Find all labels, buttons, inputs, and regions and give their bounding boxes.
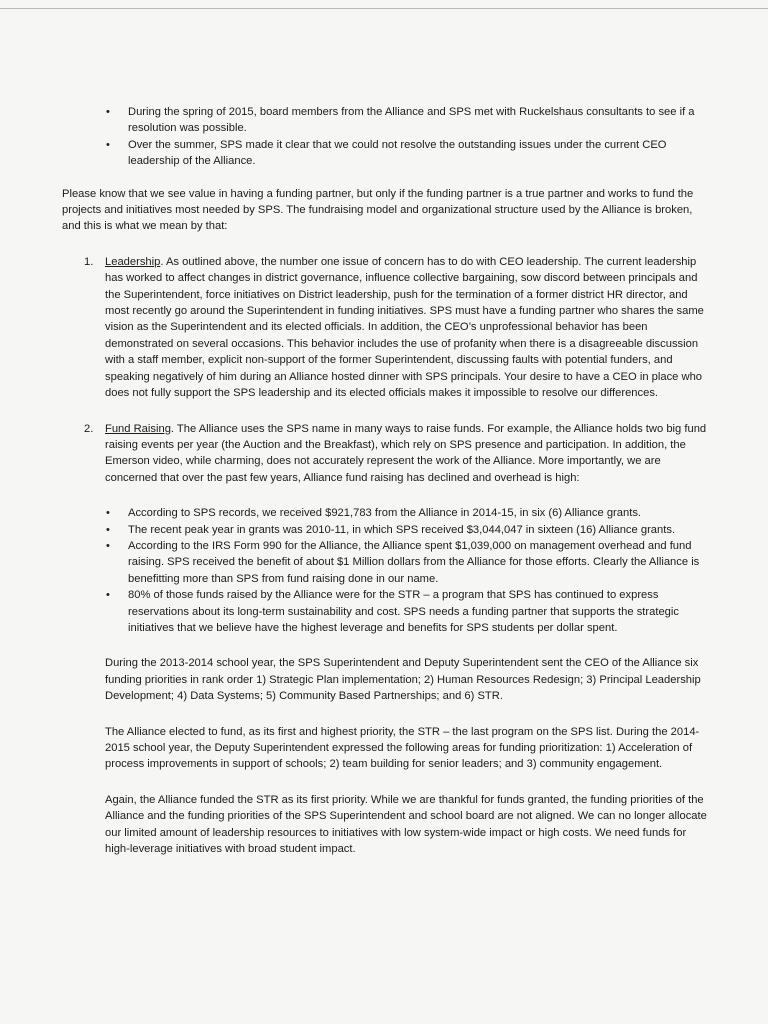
closing-paragraph-str-choice: The Alliance elected to fund, as its first and highest priority, the STR – the last program on the SPS list. During the 2014-2015 school year, the Deputy Superintendent expressed the following areas for funding prioritization: 1) Acceleration of process improvements in support of schools; 2) team building for senior leaders; and 3) community engagement. [105, 725, 700, 771]
list-item [62, 104, 712, 137]
numbered-item-fund-raising [62, 421, 712, 487]
scan-speck [745, 46, 748, 58]
scan-edge-line [0, 8, 768, 9]
item-text: . As outlined above, the number one issue of concern has to do with CEO leadership. The current leadership has worked to affect changes in district governance, influence collective bargaining, sow discord between principals and the Superintendent, force initiatives on District leadership, push for the termination of a former district HR director, and most recently go around the Superintendent in funding initiatives. SPS must have a funding partner who shares the same vision as the Superintendent and its elected officials. In addition, the CEO’s unprofessional behavior has been demonstrated on several occasions. This behavior includes the use of profanity when there is a disagreeable discussion with a staff member, explicit non-support of the former Superintendent, discussing faults with potential funders, and speaking negatively of him during an Alliance hosted dinner with SPS principals. Your desire to have a CEO in place who does not fully support the SPS leadership and its elected officials makes it impossible to resolve our differences. [105, 255, 704, 400]
list-item [62, 137, 712, 170]
list-item [62, 522, 712, 538]
item-number: 2. [84, 422, 94, 435]
bullet-text: The recent peak year in grants was 2010-11, in which SPS received $3,044,047 in sixteen (16) Alliance grants. [128, 523, 676, 536]
letter-page [62, 104, 712, 857]
bullet-text: According to SPS records, we received $921,783 from the Alliance in 2014-15, in six (6) Alliance grants. [128, 507, 642, 520]
top-bullet-list [62, 104, 712, 170]
bullet-icon: • [106, 539, 110, 552]
bullet-icon: • [106, 106, 110, 118]
bullet-text: According to the IRS Form 990 for the Alliance, the Alliance spent $1,039,000 on management overhead and fund raising. SPS received the benefit of about $1 Million dollars from the Alliance for those efforts. Clearly the Alliance is benefitting more than SPS from fund raising done in our name. [128, 539, 700, 585]
bullet-icon: • [106, 589, 110, 602]
item-heading-leadership: Leadership [105, 255, 161, 268]
bullet-icon: • [106, 138, 110, 151]
list-item [62, 538, 712, 587]
list-item [62, 587, 712, 636]
bullet-icon: • [106, 507, 110, 520]
bullet-text: 80% of those funds raised by the Alliance were for the STR – a program that SPS has continued to express reservations about its long-term sustainability and cost. SPS needs a funding partner that supports the strategic initiatives that we believe have the highest leverage and benefits for SPS students per dollar spent. [128, 589, 679, 634]
closing-paragraph-alignment: Again, the Alliance funded the STR as its first priority. While we are thankful for funds granted, the funding priorities of the Alliance and the funding priorities of the SPS Superintendent and school board are not aligned. We can no longer allocate our limited amount of leadership resources to initiatives with low system-wide impact or high costs. We need funds for high-leverage initiatives with broad student impact. [105, 793, 707, 856]
bullet-text: During the spring of 2015, board members from the Alliance and SPS met with Ruckelshaus consultants to see if a resolution was possible. [128, 106, 695, 135]
closing-paragraph-priorities: During the 2013-2014 school year, the SPS Superintendent and Deputy Superintendent sent the CEO of the Alliance six funding priorities in rank order 1) Strategic Plan implementation; 2) Human Resources Redesign; 3) Principal Leadership Development; 4) Data Systems; 5) Community Based Partnerships; and 6) STR. [105, 657, 701, 703]
bullet-icon: • [106, 523, 110, 536]
item-heading-fund-raising: Fund Raising [105, 422, 171, 435]
fund-bullet-list [62, 505, 712, 636]
numbered-list [62, 254, 712, 486]
item-text: . The Alliance uses the SPS name in many ways to raise funds. For example, the Alliance holds two big fund raising events per year (the Auction and the Breakfast), which rely on SPS presence and participation. In addition, the Emerson video, while charming, does not accurately represent the work of the Alliance. More importantly, we are concerned that over the past few years, Alliance fund raising has declined and overhead is high: [105, 422, 707, 484]
bullet-text: Over the summer, SPS made it clear that we could not resolve the outstanding issues under the current CEO leadership of the Alliance. [128, 138, 667, 168]
list-item [62, 505, 712, 521]
item-number: 1. [84, 255, 94, 268]
intro-paragraph: Please know that we see value in having a funding partner, but only if the funding partner is a true partner and works to fund the projects and initiatives most needed by SPS. The fundraising model and organizational structure used by the Alliance is broken, and this is what we mean by that: [62, 187, 694, 233]
numbered-item-leadership [62, 254, 712, 402]
